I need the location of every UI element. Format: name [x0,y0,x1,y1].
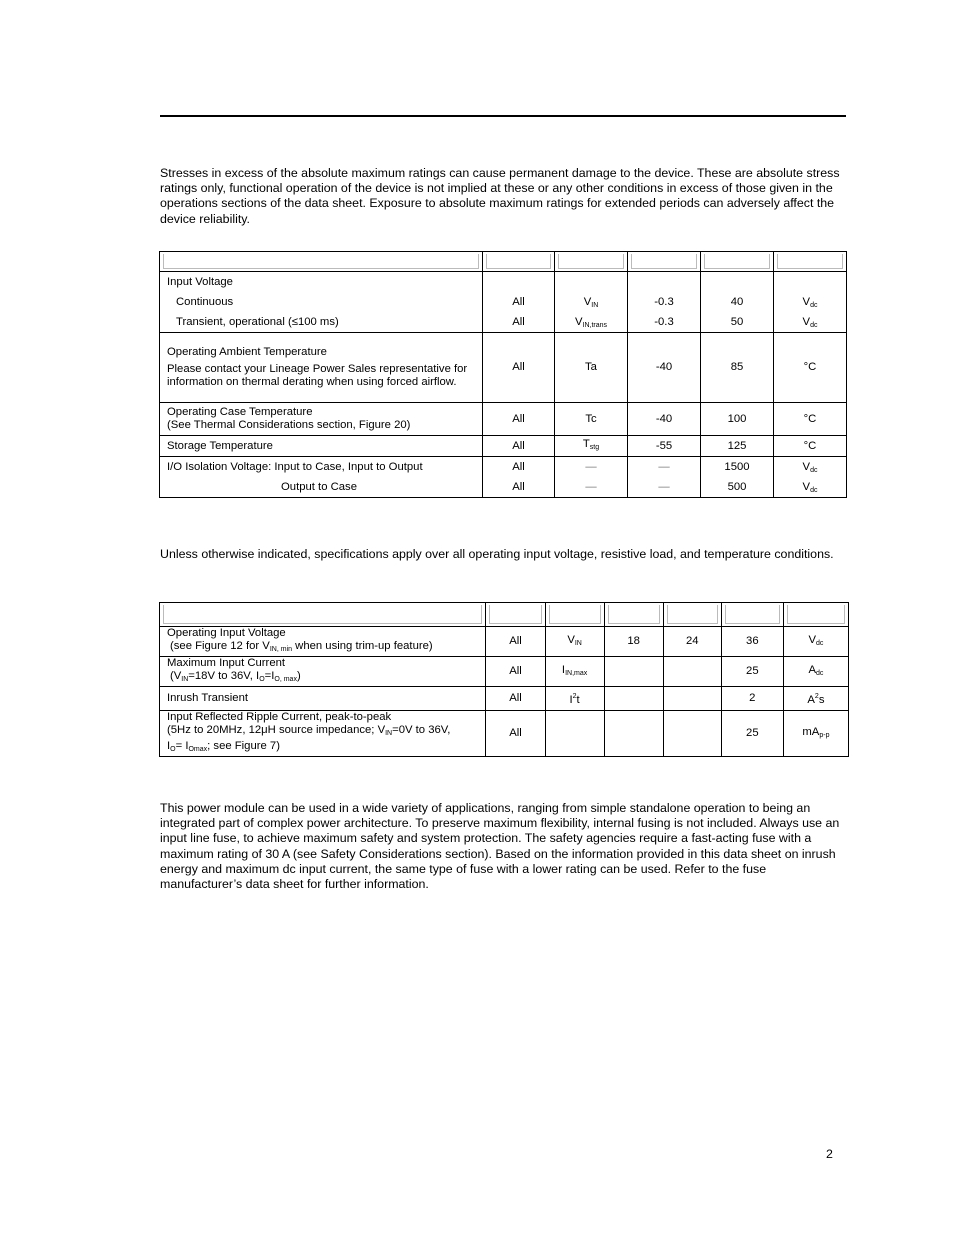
inrush-label: Inrush Transient [160,687,486,711]
cell-min: -40 [628,403,701,436]
abs-max-intro-paragraph: Stresses in excess of the absolute maximum ratings can cause permanent damage to the device. These are absolute stress ratings only, functional operation of the device is not implied at these or any other conditions in excess of those given in the operations sections of the data sheet. Exposure to absolute maximum ratings for extended periods can adversely affect the device reliability. [160,166,840,226]
cell-max: 36 [721,627,783,657]
cell-typ: 24 [663,627,721,657]
header-rule [160,115,846,117]
unit-a2s: $A^2s$ [783,687,848,711]
cell-device: All [486,711,545,757]
cell-min: -0.3 [654,316,674,328]
ripple-label: Input Reflected Ripple Current, peak-to-peak [167,711,392,723]
max-input-current-note: ($V_{IN}=18V$ to 36V, $I_O=I_{O, max}$) [170,670,301,683]
symbol-i2t: $I^2t$ [545,687,604,711]
page-number: 2 [826,1147,833,1161]
symbol-iin-max: $I_{IN,max}$ [545,657,604,687]
cell-max: 50 [730,316,744,328]
cell-device: All [486,627,545,657]
input-specifications-table [159,602,849,757]
transient-label: Transient, operational (≤100 ms) [176,316,339,328]
unit-vdc: $V_{dc}$ [783,627,848,657]
cell-min [604,711,663,757]
cell-max: 25 [721,657,783,687]
cell-max: 1500 [724,461,750,473]
unit-vdc: $V_{dc}$ [802,316,818,329]
cell-device: All [486,657,545,687]
ambient-temp-note: Please contact your Lineage Power Sales representative for information on thermal derating when using forced airflow. [167,363,468,388]
case-temp-note: (See Thermal Considerations section, Figure 20) [167,419,411,431]
symbol-vin-trans: $V_{IN,trans}$ [574,316,608,329]
isolation-label: I/O Isolation Voltage: Input to Case, Input to Output [167,461,423,473]
cell-max: 100 [701,403,774,436]
table-row [160,687,849,711]
cell-max: 40 [730,296,744,308]
cell-typ [663,657,721,687]
cell-device: All [512,461,525,473]
continuous-label: Continuous [176,296,234,308]
cell-max: 125 [701,436,774,457]
cell-min [604,687,663,711]
cell-symbol: — [585,461,597,473]
table-row [160,657,849,687]
cell-device: All [483,403,555,436]
unit-vdc: $V_{dc}$ [802,296,818,309]
cell-min: — [658,481,670,493]
table-row [160,457,847,498]
symbol-vin: $V_{IN}$ [583,296,599,309]
table-row [160,272,847,333]
cell-min: -0.3 [654,296,674,308]
cell-min: — [658,461,670,473]
cell-device: All [512,296,525,308]
symbol-vin: $V_{IN}$ [545,627,604,657]
cell-device: All [483,333,555,403]
cell-unit: °C [774,403,847,436]
cell-device: All [512,481,525,493]
output-case-label: Output to Case [281,481,357,493]
ripple-note-line3: $I_O= I_{Omax}$; see Figure 7) [167,740,280,753]
symbol-tstg: $T_{stg}$ [555,436,628,457]
cell-symbol: — [585,481,597,493]
storage-temp-label: Storage Temperature [160,436,483,457]
unit-adc: $A_{dc}$ [783,657,848,687]
table-row [160,403,847,436]
case-temp-label: Operating Case Temperature [167,406,313,418]
table-header-row [160,603,849,627]
cell-device: All [483,436,555,457]
cell-max: 2 [721,687,783,711]
cell-symbol: Ta [555,333,628,403]
table-row [160,436,847,457]
cell-max: 500 [727,481,747,493]
cell-max: 85 [701,333,774,403]
cell-typ [663,687,721,711]
op-input-voltage-note: (see Figure 12 for $V_{IN, min}$ when using trim-up feature) [170,640,433,653]
table-header-row [160,252,847,272]
cell-unit: °C [774,436,847,457]
table-row [160,333,847,403]
cell-max: 25 [721,711,783,757]
unit-vdc: $V_{dc}$ [802,481,818,494]
input-voltage-label: Input Voltage [167,276,233,288]
fuse-paragraph: This power module can be used in a wide variety of applications, ranging from simple standalone operation to being an integrated part of complex power architecture. To preserve maximum flexibility, internal fusing is not included. Always use an input line fuse, to achieve maximum safety and system protection. The safety agencies require a fast-acting fuse with a maximum rating of 30 A (see Safety Considerations section). Based on the information provided in this data sheet on inrush energy and maximum dc input current, the same type of fuse with a lower rating can be used. Refer to the fuse manufacturer’s data sheet for further information. [160,801,840,892]
specifications-intro-paragraph: Unless otherwise indicated, specifications apply over all operating input voltage, resistive load, and temperature conditions. [160,547,834,561]
cell-symbol: Tc [555,403,628,436]
unit-vdc: $V_{dc}$ [802,461,818,474]
cell-device: All [512,316,525,328]
cell-symbol [545,711,604,757]
cell-device: All [486,687,545,711]
absolute-maximum-ratings-table [159,251,847,498]
cell-min [604,657,663,687]
ripple-note-line2: (5Hz to 20MHz, 12μH source impedance; $V_{IN}=0V$ to 36V, [167,724,451,737]
cell-min: -55 [628,436,701,457]
cell-typ [663,711,721,757]
cell-min: -40 [628,333,701,403]
max-input-current-label: Maximum Input Current [167,657,286,669]
table-row [160,627,849,657]
op-input-voltage-label: Operating Input Voltage [167,627,286,639]
cell-min: 18 [604,627,663,657]
table-row [160,711,849,757]
cell-unit: °C [774,333,847,403]
ambient-temp-label: Operating Ambient Temperature [167,346,327,358]
unit-map-p: $mA_{p-p}$ [783,711,848,757]
